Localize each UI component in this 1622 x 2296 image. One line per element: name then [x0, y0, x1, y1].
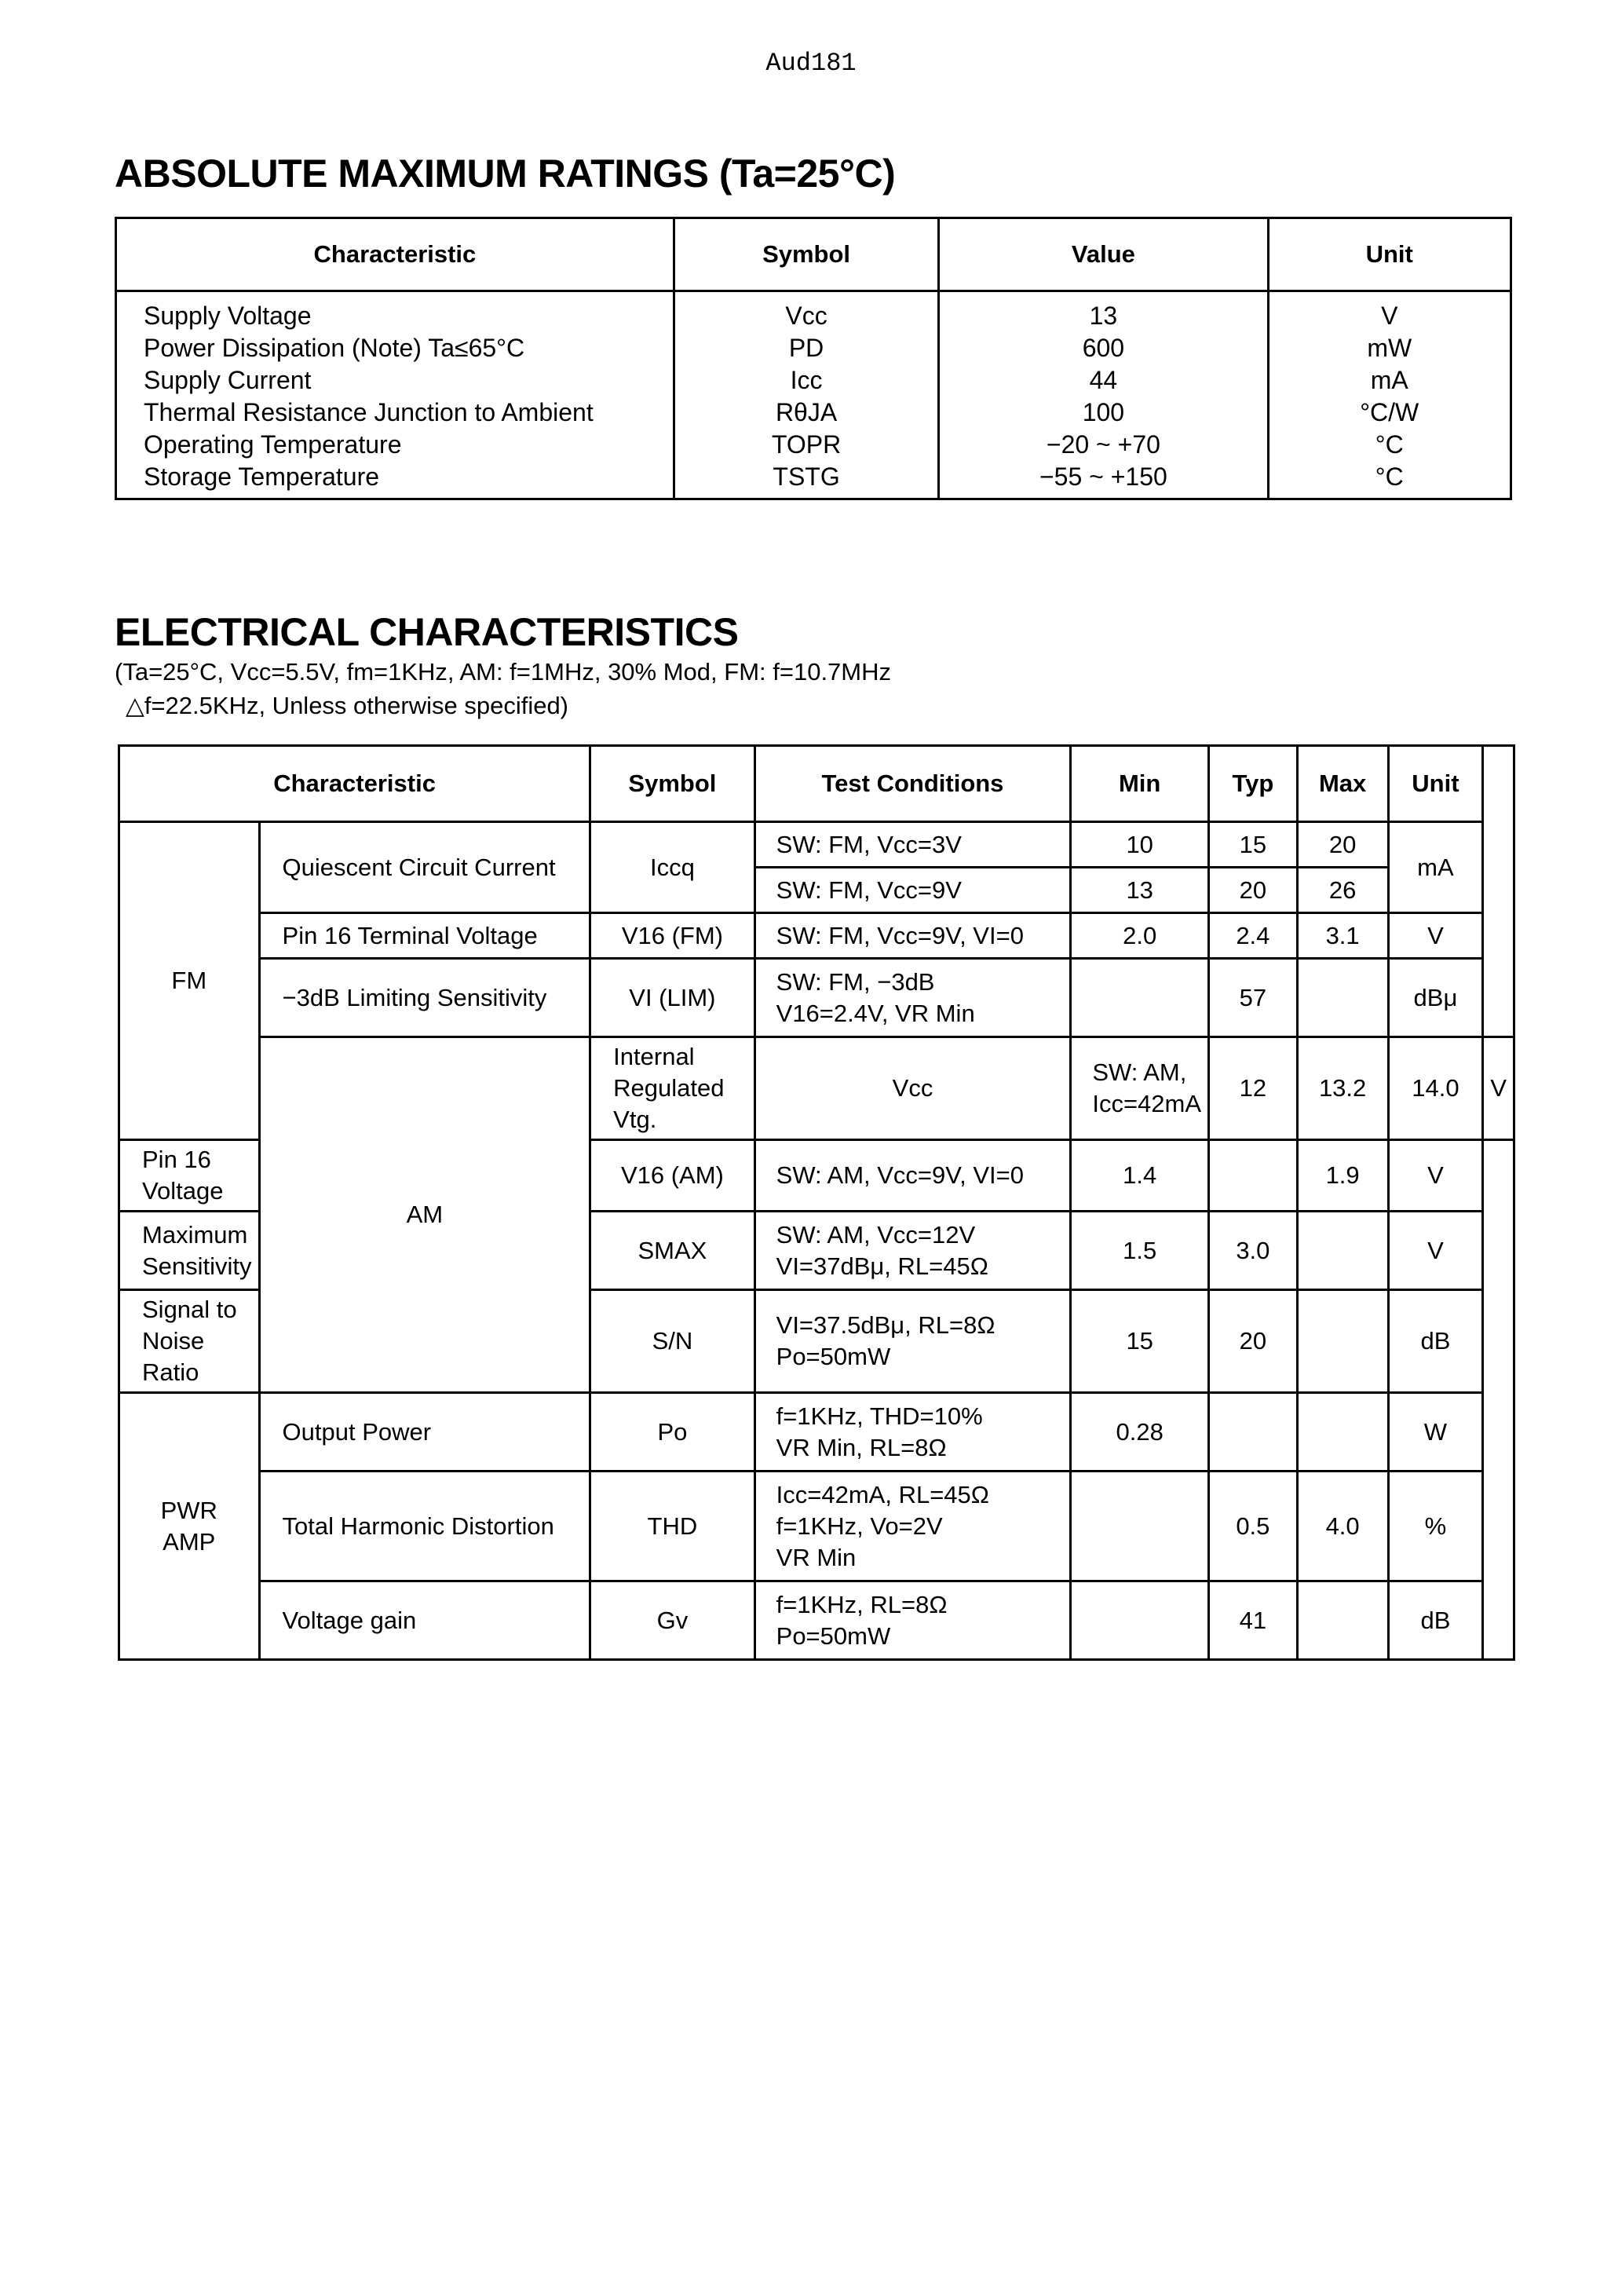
column-header: Characteristic	[116, 218, 674, 291]
conditions-line-2: △f=22.5KHz, Unless otherwise specified)	[126, 692, 569, 719]
unit-cell: V	[1388, 1140, 1483, 1212]
characteristic-cell: Supply Current	[116, 364, 674, 397]
max-cell	[1297, 1393, 1388, 1472]
typ-cell: 2.4	[1209, 913, 1298, 959]
characteristic-cell: Pin 16 Terminal Voltage	[259, 913, 590, 959]
max-cell: 20	[1297, 822, 1388, 868]
unit-cell: °C	[1268, 429, 1511, 461]
max-cell: 1.9	[1297, 1140, 1388, 1212]
max-cell: 4.0	[1297, 1472, 1388, 1581]
column-header: Min	[1071, 746, 1209, 822]
test-conditions-cell: SW: AM, Vcc=9V, VI=0	[754, 1140, 1071, 1212]
column-header: Characteristic	[119, 746, 590, 822]
unit-cell: °C/W	[1268, 397, 1511, 429]
test-conditions-cell: Icc=42mA, RL=45Ω f=1KHz, Vo=2V VR Min	[754, 1472, 1071, 1581]
characteristic-cell: Signal to Noise Ratio	[119, 1290, 260, 1393]
test-conditions-cell: SW: AM, Icc=42mA	[1071, 1037, 1209, 1140]
table-row	[116, 397, 1511, 429]
typ-cell: 3.0	[1209, 1212, 1298, 1290]
min-cell	[1071, 1472, 1209, 1581]
table-row	[119, 1472, 1514, 1581]
table-row	[116, 364, 1511, 397]
symbol-cell: THD	[590, 1472, 754, 1581]
table-row	[116, 461, 1511, 499]
min-cell: 12	[1209, 1037, 1298, 1140]
electrical-title: ELECTRICAL CHARACTERISTICS	[115, 610, 739, 654]
min-cell: 1.4	[1071, 1140, 1209, 1212]
group-label-am: AM	[259, 1037, 590, 1393]
document-id: Aud181	[765, 49, 857, 78]
typ-cell: 20	[1209, 1290, 1298, 1393]
min-cell: 1.5	[1071, 1212, 1209, 1290]
symbol-cell: RθJA	[674, 397, 938, 429]
table-row	[116, 332, 1511, 364]
unit-cell: V	[1388, 1212, 1483, 1290]
value-cell: 100	[939, 397, 1268, 429]
value-cell: 600	[939, 332, 1268, 364]
max-cell	[1297, 959, 1388, 1037]
typ-cell: 0.5	[1209, 1472, 1298, 1581]
typ-cell: 13.2	[1297, 1037, 1388, 1140]
unit-cell: dB	[1388, 1581, 1483, 1660]
symbol-cell: V16 (AM)	[590, 1140, 754, 1212]
symbol-cell: Vcc	[674, 291, 938, 333]
symbol-cell: Po	[590, 1393, 754, 1472]
characteristic-cell: Internal Regulated Vtg.	[590, 1037, 754, 1140]
symbol-cell: SMAX	[590, 1212, 754, 1290]
test-conditions-cell: SW: FM, Vcc=9V, VI=0	[754, 913, 1071, 959]
column-header: Typ	[1209, 746, 1298, 822]
electrical-table	[118, 744, 1515, 1661]
table-row	[119, 1393, 1514, 1472]
column-header: Unit	[1268, 218, 1511, 291]
table-header-row	[119, 746, 1514, 822]
table-row	[119, 913, 1514, 959]
test-conditions-cell: VI=37.5dBμ, RL=8Ω Po=50mW	[754, 1290, 1071, 1393]
unit-cell: V	[1483, 1037, 1514, 1140]
absolute-max-table	[115, 217, 1512, 500]
test-conditions-cell: f=1KHz, RL=8Ω Po=50mW	[754, 1581, 1071, 1660]
characteristic-cell: Output Power	[259, 1393, 590, 1472]
typ-cell: 15	[1209, 822, 1298, 868]
unit-cell: %	[1388, 1472, 1483, 1581]
test-conditions-cell: SW: FM, Vcc=3V	[754, 822, 1071, 868]
symbol-cell: TSTG	[674, 461, 938, 499]
absolute-max-title: ABSOLUTE MAXIMUM RATINGS (Ta=25°C)	[115, 152, 896, 196]
typ-cell	[1209, 1140, 1298, 1212]
table-row	[119, 822, 1514, 868]
symbol-cell: VI (LIM)	[590, 959, 754, 1037]
characteristic-cell: Maximum Sensitivity	[119, 1212, 260, 1290]
test-conditions-cell: SW: FM, −3dB V16=2.4V, VR Min	[754, 959, 1071, 1037]
max-cell: 14.0	[1388, 1037, 1483, 1140]
value-cell: −55 ~ +150	[939, 461, 1268, 499]
characteristic-cell: Voltage gain	[259, 1581, 590, 1660]
max-cell	[1297, 1290, 1388, 1393]
column-header: Symbol	[590, 746, 754, 822]
symbol-cell: Iccq	[590, 822, 754, 913]
unit-cell: V	[1268, 291, 1511, 333]
symbol-cell: Gv	[590, 1581, 754, 1660]
min-cell	[1071, 1581, 1209, 1660]
typ-cell	[1209, 1393, 1298, 1472]
max-cell: 26	[1297, 868, 1388, 913]
value-cell: 44	[939, 364, 1268, 397]
group-label-pwr-amp: PWR AMP	[119, 1393, 260, 1660]
unit-cell: dBμ	[1388, 959, 1483, 1037]
test-conditions-cell: SW: FM, Vcc=9V	[754, 868, 1071, 913]
max-cell: 3.1	[1297, 913, 1388, 959]
min-cell	[1071, 959, 1209, 1037]
min-cell: 10	[1071, 822, 1209, 868]
table-row	[119, 1581, 1514, 1660]
min-cell: 2.0	[1071, 913, 1209, 959]
symbol-cell: Vcc	[754, 1037, 1071, 1140]
characteristic-cell: −3dB Limiting Sensitivity	[259, 959, 590, 1037]
unit-cell: mA	[1268, 364, 1511, 397]
symbol-cell: Icc	[674, 364, 938, 397]
table-row	[119, 1037, 1514, 1140]
min-cell: 13	[1071, 868, 1209, 913]
typ-cell: 57	[1209, 959, 1298, 1037]
max-cell	[1297, 1212, 1388, 1290]
group-label-fm: FM	[119, 822, 260, 1140]
conditions-line-1: (Ta=25°C, Vcc=5.5V, fm=1KHz, AM: f=1MHz, 30% Mod, FM: f=10.7MHz	[115, 658, 892, 686]
column-header: Test Conditions	[754, 746, 1071, 822]
column-header: Symbol	[674, 218, 938, 291]
characteristic-cell: Quiescent Circuit Current	[259, 822, 590, 913]
min-cell: 0.28	[1071, 1393, 1209, 1472]
value-cell: 13	[939, 291, 1268, 333]
column-header: Value	[939, 218, 1268, 291]
unit-cell: dB	[1388, 1290, 1483, 1393]
value-cell: −20 ~ +70	[939, 429, 1268, 461]
unit-cell: V	[1388, 913, 1483, 959]
characteristic-cell: Pin 16 Voltage	[119, 1140, 260, 1212]
unit-cell: °C	[1268, 461, 1511, 499]
max-cell	[1297, 1581, 1388, 1660]
symbol-cell: TOPR	[674, 429, 938, 461]
unit-cell: mW	[1268, 332, 1511, 364]
min-cell: 15	[1071, 1290, 1209, 1393]
characteristic-cell: Supply Voltage	[116, 291, 674, 333]
test-conditions-cell: f=1KHz, THD=10% VR Min, RL=8Ω	[754, 1393, 1071, 1472]
typ-cell: 20	[1209, 868, 1298, 913]
characteristic-cell: Storage Temperature	[116, 461, 674, 499]
table-row	[119, 959, 1514, 1037]
test-conditions-cell: SW: AM, Vcc=12V VI=37dBμ, RL=45Ω	[754, 1212, 1071, 1290]
table-row	[116, 291, 1511, 333]
typ-cell: 41	[1209, 1581, 1298, 1660]
characteristic-cell: Thermal Resistance Junction to Ambient	[116, 397, 674, 429]
characteristic-cell: Power Dissipation (Note) Ta≤65°C	[116, 332, 674, 364]
unit-cell: W	[1388, 1393, 1483, 1472]
symbol-cell: V16 (FM)	[590, 913, 754, 959]
symbol-cell: PD	[674, 332, 938, 364]
unit-cell: mA	[1388, 822, 1483, 913]
characteristic-cell: Total Harmonic Distortion	[259, 1472, 590, 1581]
table-header-row	[116, 218, 1511, 291]
column-header: Unit	[1388, 746, 1483, 822]
table-row	[116, 429, 1511, 461]
characteristic-cell: Operating Temperature	[116, 429, 674, 461]
symbol-cell: S/N	[590, 1290, 754, 1393]
column-header: Max	[1297, 746, 1388, 822]
